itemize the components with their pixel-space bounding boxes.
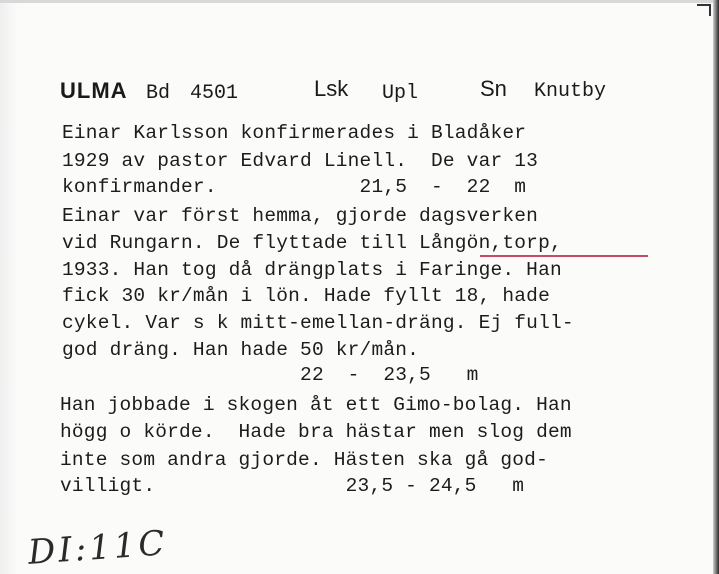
body-line-2: 1929 av pastor Edvard Linell. De var 13: [62, 150, 539, 172]
body-line-5: vid Rungarn. De flyttade till Långön,torp,: [62, 232, 562, 254]
reference-number: 4501: [190, 82, 239, 105]
body-line-4: Einar var först hemma, gjorde dagsverken: [62, 205, 539, 227]
parish-value: Knutby: [534, 80, 607, 103]
body-line-7: fick 30 kr/mån i lön. Hade fyllt 18, hade: [62, 285, 550, 307]
body-line-11: Han jobbade i skogen åt ett Gimo-bolag. Han: [60, 394, 572, 416]
body-line-12: högg o körde. Hade bra hästar men slog dem: [60, 421, 572, 443]
body-line-10: 22 - 23,5 m: [62, 364, 479, 386]
parish-label: Sn: [480, 76, 507, 101]
archive-code: ULMA: [60, 78, 128, 103]
card-left-shadow: [0, 0, 18, 574]
body-line-13: inte som andra gjorde. Hästen ska gå god-: [60, 449, 548, 471]
body-line-6: 1933. Han tog då drängplats i Faringe. Han: [62, 259, 562, 281]
reference-prefix: Bd: [146, 82, 171, 105]
card-right-edge: [713, 0, 719, 574]
handwritten-catalog-mark: DI:11C: [26, 523, 169, 573]
province-value: Upl: [382, 82, 419, 105]
body-line-3: konfirmander. 21,5 - 22 m: [62, 176, 527, 198]
province-label: Lsk: [314, 76, 349, 101]
body-line-9: god dräng. Han hade 50 kr/mån.: [62, 339, 420, 361]
body-line-1: Einar Karlsson konfirmerades i Bladåker: [62, 122, 527, 144]
body-line-8: cykel. Var s k mitt-emellan-dräng. Ej full-: [62, 312, 574, 334]
corner-mark: [697, 4, 711, 16]
card-header: [60, 74, 660, 110]
body-line-14: villigt. 23,5 - 24,5 m: [60, 475, 525, 497]
card-top-edge: [0, 0, 719, 3]
